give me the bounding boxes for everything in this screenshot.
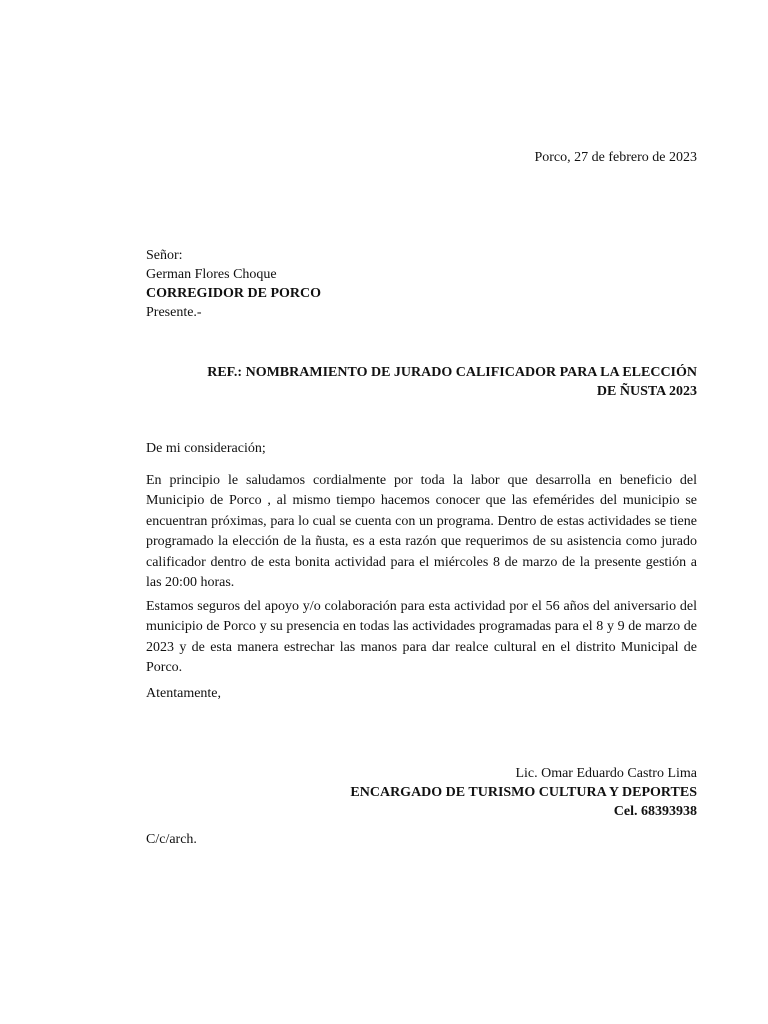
copy-note: C/c/arch. [146, 832, 197, 847]
signature-block [350, 764, 697, 821]
recipient-salutation-title: Señor: [146, 248, 183, 263]
reference-line-1: REF.: NOMBRAMIENTO DE JURADO CALIFICADOR PARA LA ELECCIÓN [207, 365, 697, 380]
recipient-position: CORREGIDOR DE PORCO [146, 286, 322, 301]
signature-title: ENCARGADO DE TURISMO CULTURA Y DEPORTES [350, 785, 697, 800]
closing: Atentamente, [146, 686, 222, 701]
signature-phone: Cel. 68393938 [613, 804, 697, 819]
body-paragraph-2: Estamos seguros del apoyo y/o colaboración para esta actividad por el 56 años del aniversario del municipio de Porco y su presencia en todas las actividades programadas para el 8 y 9 de marzo de 2023 y de esta manera estrechar las manos para dar realce cultural en el distrito Municipal de Porco. [146, 599, 697, 676]
reference-block [207, 363, 697, 401]
body-paragraph-1: En principio le saludamos cordialmente por toda la labor que desarrolla en beneficio del Municipio de Porco , al mismo tiempo hacemos conocer que las efemérides del municipio se encuentran próximas, para lo cual se cuenta con un programa. Dentro de estas actividades se tiene programado la elección de la ñusta, es a esta razón que requerimos de su asistencia como jurado calificador dentro de esta bonita actividad para el miércoles 8 de marzo de la presente gestión a las 20:00 horas. [146, 473, 697, 591]
recipient-presente: Presente.- [146, 305, 202, 320]
place-date: Porco, 27 de febrero de 2023 [534, 150, 697, 165]
signature-name: Lic. Omar Eduardo Castro Lima [515, 766, 697, 781]
recipient-block [146, 246, 321, 322]
greeting: De mi consideración; [146, 441, 266, 456]
reference-line-2: DE ÑUSTA 2023 [596, 384, 697, 399]
recipient-name: German Flores Choque [146, 267, 277, 282]
